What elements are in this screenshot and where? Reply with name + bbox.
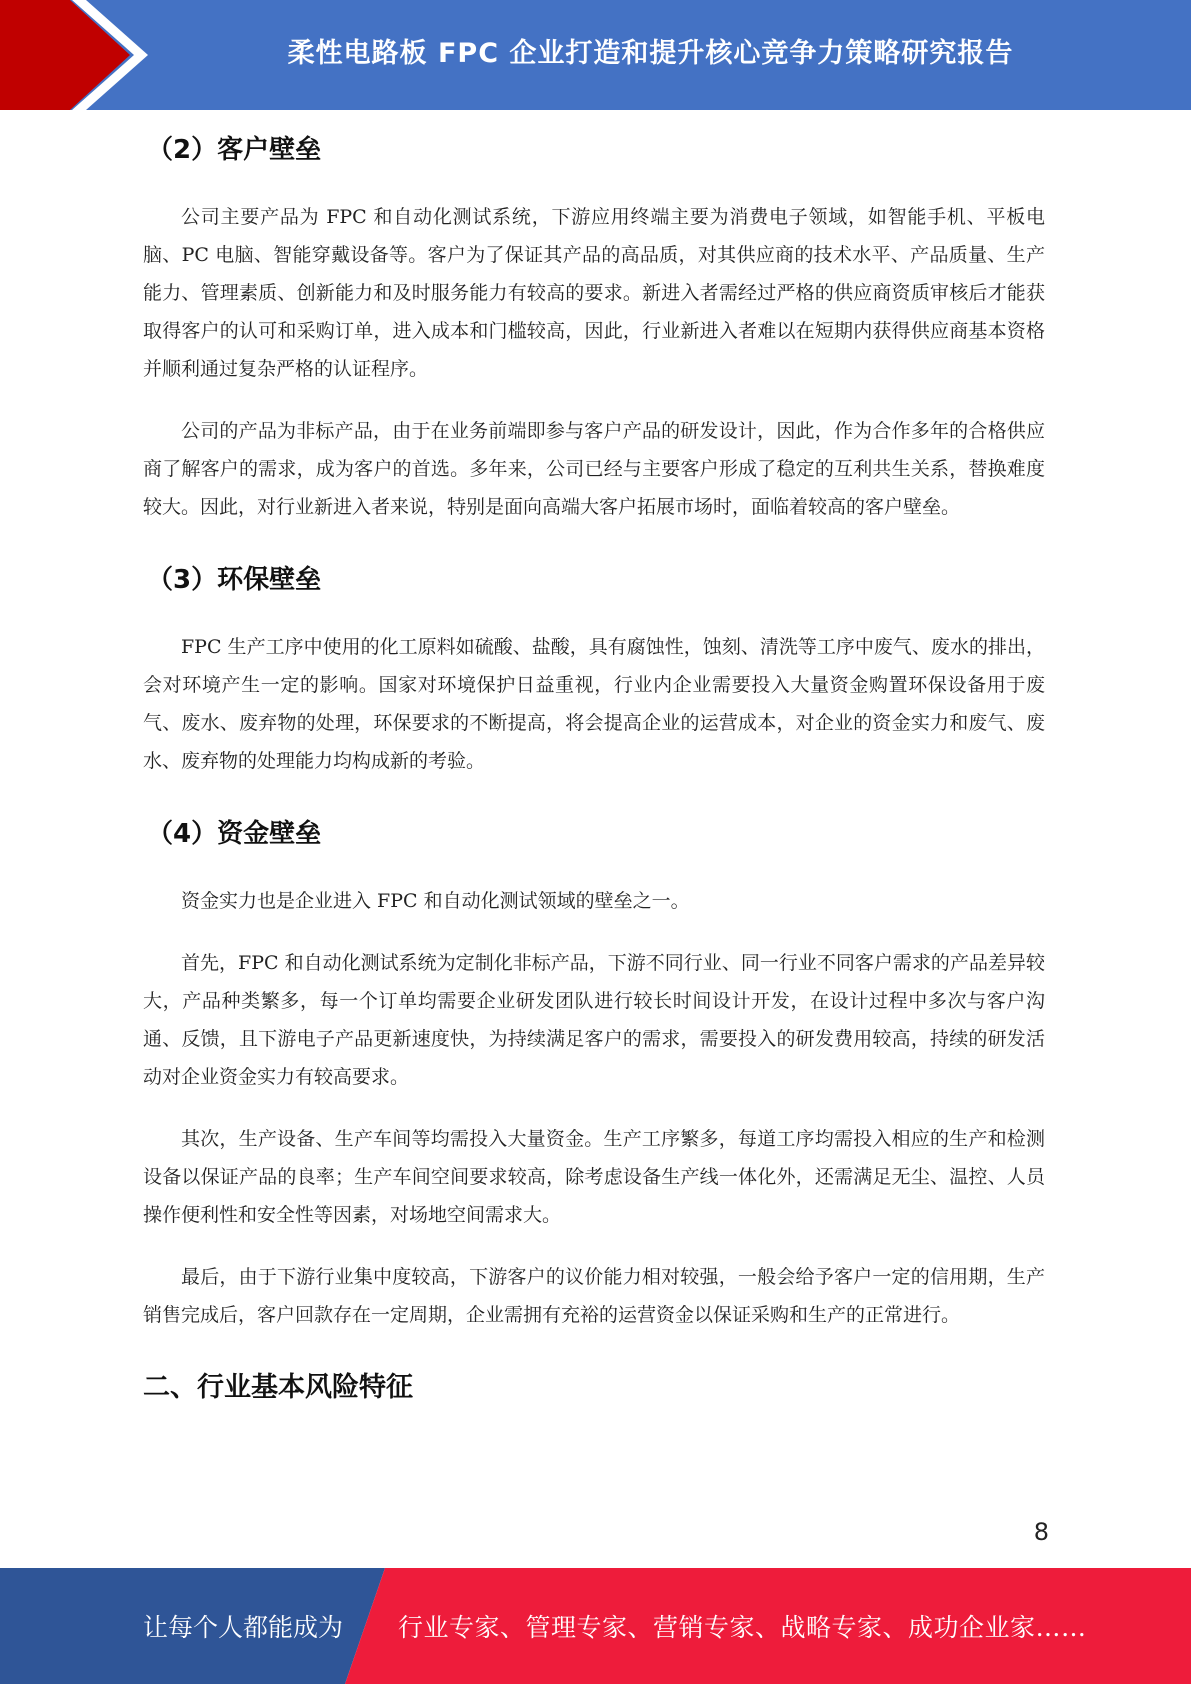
paragraph: 资金实力也是企业进入 FPC 和自动化测试领域的壁垒之一。 (181, 890, 690, 912)
footer-slogan-right: 行业专家、管理专家、营销专家、战略专家、成功企业家…… (398, 1613, 1087, 1642)
section-heading-env-barrier: （3）环保壁垒 (147, 565, 322, 595)
footer-banner (0, 1568, 1191, 1684)
section-heading-customer-barrier: （2）客户壁垒 (147, 135, 322, 165)
paragraph: FPC 生产工序中使用的化工原料如硫酸、盐酸，具有腐蚀性，蚀刻、清洗等工序中废气、废水的排出，会对环境产生一定的影响。国家对环境保护日益重视，行业内企业需要投入大量资金购置环保设备用于废气、废水、废弃物的处理，环保要求的不断提高，将会提高企业的运营成本，对企业的资金实力和废气、废水、废弃物的处理能力均构成新的考验。 (143, 636, 1045, 772)
paragraph: 公司主要产品为 FPC 和自动化测试系统，下游应用终端主要为消费电子领域，如智能手机、平板电脑、PC 电脑、智能穿戴设备等。客户为了保证其产品的高品质，对其供应商的技术水平、产品质量、生产能力、管理素质、创新能力和及时服务能力有较高的要求。新进入者需经过严格的供应商资质审核后才能获取得客户的认可和采购订单，进入成本和门槛较高，因此，行业新进入者难以在短期内获得供应商基本资格并顺利通过复杂严格的认证程序。 (143, 206, 1045, 380)
paragraph: 最后，由于下游行业集中度较高，下游客户的议价能力相对较强，一般会给予客户一定的信用期，生产销售完成后，客户回款存在一定周期，企业需拥有充裕的运营资金以保证采购和生产的正常进行。 (143, 1266, 1045, 1326)
paragraph: 其次，生产设备、生产车间等均需投入大量资金。生产工序繁多，每道工序均需投入相应的生产和检测设备以保证产品的良率；生产车间空间要求较高，除考虑设备生产线一体化外，还需满足无尘、温控、人员操作便利性和安全性等因素，对场地空间需求大。 (143, 1128, 1045, 1226)
header-banner (0, 0, 1191, 110)
page-number: 8 (1033, 1518, 1049, 1546)
section-heading-capital-barrier: （4）资金壁垒 (147, 819, 322, 849)
report-title: 柔性电路板 FPC 企业打造和提升核心竞争力策略研究报告 (287, 37, 1014, 69)
footer-slogan-left: 让每个人都能成为 (143, 1613, 344, 1642)
paragraph: 首先，FPC 和自动化测试系统为定制化非标产品，下游不同行业、同一行业不同客户需求的产品差异较大，产品种类繁多，每一个订单均需要企业研发团队进行较长时间设计开发，在设计过程中多次与客户沟通、反馈，且下游电子产品更新速度快，为持续满足客户的需求，需要投入的研发费用较高，持续的研发活动对企业资金实力有较高要求。 (143, 952, 1045, 1088)
section-heading-risk: 二、行业基本风险特征 (143, 1372, 413, 1403)
document-body (143, 120, 1045, 1418)
paragraph: 公司的产品为非标产品，由于在业务前端即参与客户产品的研发设计，因此，作为合作多年的合格供应商了解客户的需求，成为客户的首选。多年来，公司已经与主要客户形成了稳定的互利共生关系，替换难度较大。因此，对行业新进入者来说，特别是面向高端大客户拓展市场时，面临着较高的客户壁垒。 (143, 420, 1045, 518)
